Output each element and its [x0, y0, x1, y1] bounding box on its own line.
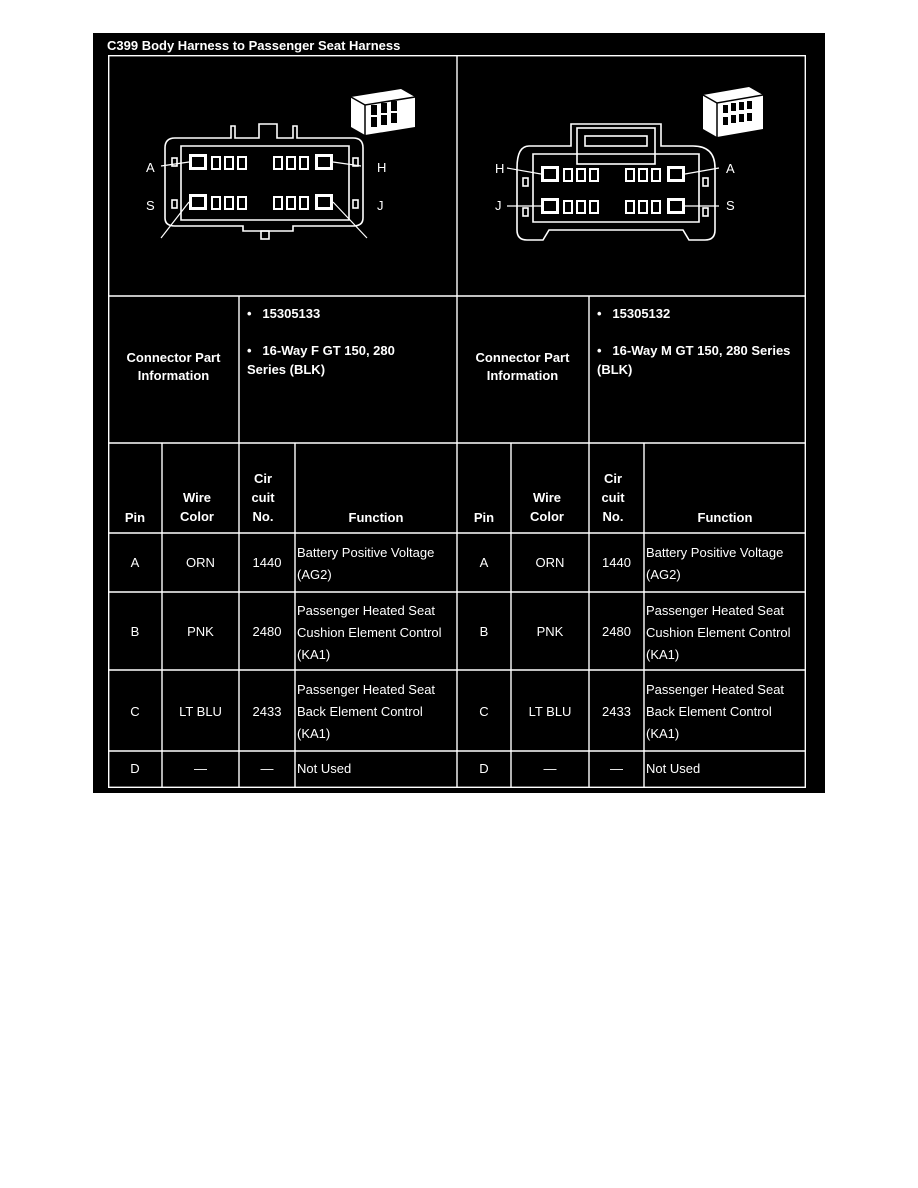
pin-label-j: J [495, 198, 502, 213]
table-cell-pin: C [130, 704, 140, 719]
part-number-left: • 15305133 [247, 306, 321, 321]
connector-info-frame [93, 33, 825, 793]
table-cell-circuit: 1440 [252, 555, 282, 570]
bullet: • [597, 306, 602, 321]
table-cell-pin: A [479, 555, 489, 570]
page-title: C399 Body Harness to Passenger Seat Harness [107, 38, 401, 53]
table-cell-function: Not Used [297, 761, 352, 776]
table-cell-function: Passenger Heated Seat Cushion Element Control (KA1) [297, 603, 442, 662]
table-cell-pin: D [130, 761, 140, 776]
table-cell-pin: B [130, 624, 140, 639]
table-cell-circuit: 2480 [252, 624, 282, 639]
table-cell-circuit: — [260, 761, 274, 776]
connector-part-info-label-right: Connector Part Information [475, 350, 570, 383]
table-cell-pin: A [130, 555, 140, 570]
table-cell-function: Passenger Heated Seat Cushion Element Control (KA1) [646, 603, 791, 662]
table-cell-pin: C [479, 704, 489, 719]
pin-label-h: H [495, 161, 505, 176]
pin-label-a: A [146, 160, 155, 175]
female-connector-face-icon [153, 118, 383, 243]
table-cell-function: Passenger Heated Seat Back Element Control (KA1) [297, 682, 436, 741]
header-function: Function [697, 510, 753, 525]
part-description-right: • 16-Way M GT 150, 280 Series (BLK) [597, 343, 791, 377]
pin-label-j: J [377, 198, 384, 213]
header-pin: Pin [124, 510, 146, 525]
table-cell-color: — [194, 761, 207, 776]
table-cell-circuit: 2480 [602, 624, 631, 639]
table-cell-function: Battery Positive Voltage (AG2) [297, 545, 435, 582]
table-cell-function: Battery Positive Voltage (AG2) [646, 545, 784, 582]
table-cell-circuit: — [610, 761, 623, 776]
table-cell-circuit: 2433 [252, 704, 282, 719]
table-cell-color: ORN [186, 555, 215, 570]
connector-part-info-label-left: Connector Part Information [126, 350, 221, 383]
bullet: • [597, 343, 602, 358]
male-connector-face-icon [493, 118, 733, 248]
table-cell-color: — [543, 761, 557, 776]
part-number-right: • 15305132 [597, 306, 671, 321]
table-cell-color: PNK [187, 624, 214, 639]
pin-label-s: S [726, 198, 735, 213]
table-cell-pin: D [479, 761, 489, 776]
table-cell-circuit: 2433 [602, 704, 631, 719]
header-pin: Pin [473, 510, 495, 525]
table-cell-color: LT BLU [528, 704, 572, 719]
bullet: • [247, 343, 252, 358]
table-cell-function: Passenger Heated Seat Back Element Control (KA1) [646, 682, 785, 741]
table-cell-color: ORN [535, 555, 565, 570]
header-circuit-no: Cir cuit No. [251, 471, 275, 524]
pin-label-h: H [377, 160, 387, 175]
table-cell-color: LT BLU [179, 704, 222, 719]
table-cell-function: Not Used [646, 761, 701, 776]
pin-label-a: A [726, 161, 735, 176]
header-function: Function [348, 510, 404, 525]
pin-label-s: S [146, 198, 155, 213]
header-circuit-no: Cir cuit No. [601, 471, 625, 524]
header-wire-color: Wire Color [530, 490, 564, 524]
table-cell-color: PNK [536, 624, 564, 639]
header-wire-color: Wire Color [180, 490, 214, 524]
bullet: • [247, 306, 252, 321]
table-cell-circuit: 1440 [602, 555, 631, 570]
table-cell-pin: B [479, 624, 489, 639]
part-description-left: • 16-Way F GT 150, 280 Series (BLK) [247, 343, 395, 377]
